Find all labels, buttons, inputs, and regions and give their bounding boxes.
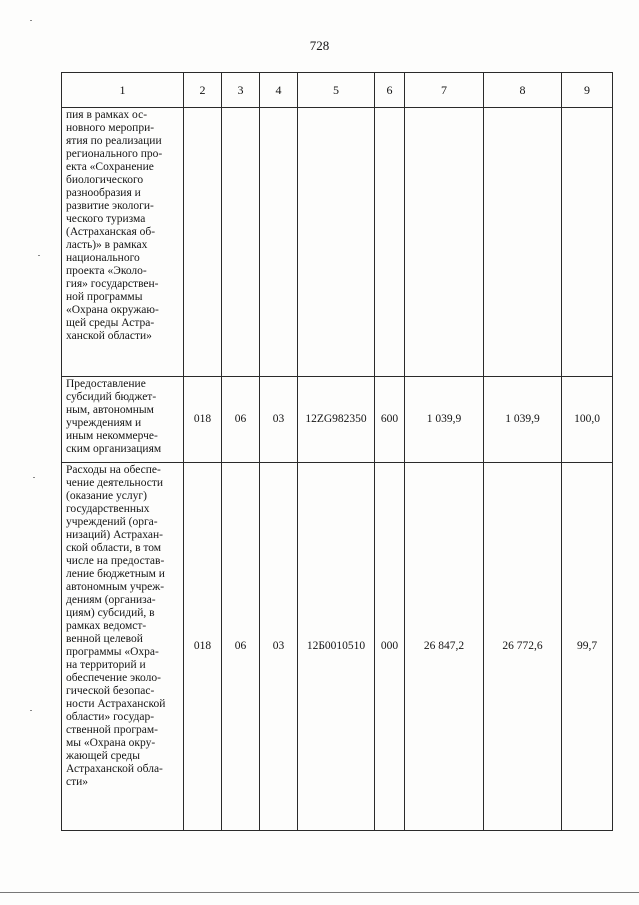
- description-line: венной целевой: [66, 633, 143, 645]
- description-line: учреждениям и: [66, 417, 142, 429]
- description-line: гической безопас-: [66, 685, 155, 697]
- table-cell: [184, 108, 222, 377]
- table-row: [62, 377, 613, 463]
- col-header: 5: [298, 73, 375, 108]
- description-line: низаций) Астрахан-: [66, 529, 163, 541]
- row-description: [62, 463, 184, 831]
- description-line: пия в рамках ос-: [66, 109, 148, 121]
- description-line: циям) субсидий, в: [66, 607, 155, 619]
- table-row: [62, 108, 613, 377]
- table-cell: 06: [222, 463, 260, 831]
- table-cell: 1 039,9: [484, 377, 562, 463]
- description-line: субсидий бюджет-: [66, 391, 157, 403]
- table-cell: [375, 108, 405, 377]
- table-cell: 06: [222, 377, 260, 463]
- bottom-edge-line: [0, 892, 639, 893]
- table-cell: 26 772,6: [484, 463, 562, 831]
- description-line: ственной програм-: [66, 724, 159, 736]
- table-cell: [405, 108, 484, 377]
- description-line: на территорий и: [66, 659, 146, 671]
- description-line: числе на предостав-: [66, 555, 165, 567]
- description-line: «Охрана окружаю-: [66, 304, 159, 316]
- description-line: ской области, в том: [66, 542, 162, 554]
- page-number: 728: [309, 38, 330, 53]
- scan-speck: [30, 710, 32, 711]
- description-line: Расходы на обеспе-: [66, 464, 161, 476]
- scan-speck: [38, 255, 40, 256]
- table-cell: 26 847,2: [405, 463, 484, 831]
- table-cell: 03: [260, 463, 298, 831]
- col-header: 3: [222, 73, 260, 108]
- budget-table: [61, 72, 613, 831]
- table-cell: [222, 108, 260, 377]
- description-line: сти»: [66, 776, 89, 788]
- description-line: рамках ведомст-: [66, 620, 147, 632]
- description-line: национального: [66, 252, 140, 264]
- description-line: ханской области»: [66, 330, 152, 342]
- scan-speck: [30, 20, 32, 21]
- description-line: екта «Сохранение: [66, 161, 154, 173]
- description-line: учреждений (орга-: [66, 516, 158, 528]
- table-row: [62, 463, 613, 831]
- header-row: [62, 73, 613, 108]
- description-line: биологического: [66, 174, 144, 186]
- description-line: регионального про-: [66, 148, 163, 160]
- description-line: области» государ-: [66, 711, 155, 723]
- scan-speck: [33, 477, 35, 478]
- description-line: дениям (организа-: [66, 594, 156, 606]
- description-line: обеспечение эколо-: [66, 672, 161, 684]
- description-line: (оказание услуг): [66, 490, 147, 502]
- description-line: Предоставление: [66, 378, 146, 390]
- description-line: развитие экологи-: [66, 200, 154, 212]
- table-cell: [484, 108, 562, 377]
- description-line: ласть)» в рамках: [66, 239, 148, 251]
- description-line: государственных: [66, 503, 150, 515]
- description-line: жающей среды: [66, 750, 141, 762]
- description-line: чение деятельности: [66, 477, 164, 489]
- table-cell: [260, 108, 298, 377]
- description-line: ятия по реализации: [66, 135, 162, 147]
- description-line: ление бюджетным и: [66, 568, 165, 580]
- description-line: новного меропри-: [66, 122, 155, 134]
- col-header: 4: [260, 73, 298, 108]
- row-description: [62, 108, 184, 377]
- table-cell: 12Б0010510: [298, 463, 375, 831]
- table-cell: 99,7: [562, 463, 613, 831]
- description-line: разнообразия и: [66, 187, 141, 199]
- table-cell: [298, 108, 375, 377]
- description-line: ным, автономным: [66, 404, 154, 416]
- description-line: мы «Охрана окру-: [66, 737, 156, 749]
- table-cell: 018: [184, 463, 222, 831]
- col-header: 1: [62, 73, 184, 108]
- col-header: 8: [484, 73, 562, 108]
- table-cell: 000: [375, 463, 405, 831]
- description-line: гия» государствен-: [66, 278, 159, 290]
- description-line: автономным учреж-: [66, 581, 165, 593]
- col-header: 2: [184, 73, 222, 108]
- description-line: иным некоммерче-: [66, 430, 158, 442]
- col-header: 9: [562, 73, 613, 108]
- description-line: программы «Охра-: [66, 646, 159, 658]
- description-line: (Астраханская об-: [66, 226, 156, 238]
- col-header: 7: [405, 73, 484, 108]
- table-cell: 12ZG982350: [298, 377, 375, 463]
- row-description: [62, 377, 184, 463]
- col-header: 6: [375, 73, 405, 108]
- description-line: проекта «Эколо-: [66, 265, 147, 277]
- table-cell: 1 039,9: [405, 377, 484, 463]
- table-cell: 100,0: [562, 377, 613, 463]
- description-line: щей среды Астра-: [66, 317, 155, 329]
- description-line: ческого туризма: [66, 213, 146, 225]
- table-cell: [562, 108, 613, 377]
- description-line: ским организациям: [66, 443, 162, 455]
- table-cell: 600: [375, 377, 405, 463]
- table-cell: 03: [260, 377, 298, 463]
- description-line: Астраханской обла-: [66, 763, 163, 775]
- description-line: ности Астраханской: [66, 698, 166, 710]
- table-cell: 018: [184, 377, 222, 463]
- description-line: ной программы: [66, 291, 143, 303]
